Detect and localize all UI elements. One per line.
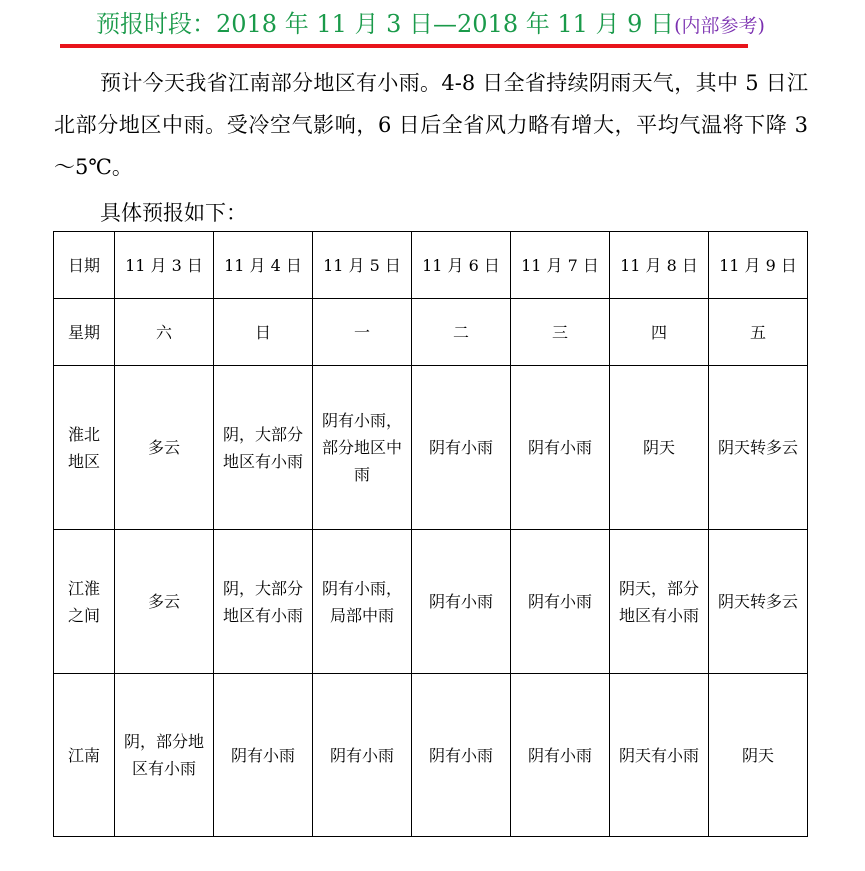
date-cell: 11 月 6 日	[412, 232, 511, 299]
weather-cell: 阴，大部分地区有小雨	[214, 366, 313, 530]
table-row-date	[54, 232, 808, 299]
weekday-cell: 一	[313, 299, 412, 366]
weather-cell: 阴有小雨	[313, 674, 412, 837]
weather-cell: 阴天	[709, 674, 808, 837]
weekday-cell: 四	[610, 299, 709, 366]
row-header-jiangnan: 江南	[54, 674, 115, 837]
weekday-cell: 三	[511, 299, 610, 366]
forecast-period-title	[96, 8, 765, 42]
forecast-table	[53, 231, 808, 837]
row-header-jianghuai: 江淮之间	[54, 530, 115, 674]
date-cell: 11 月 8 日	[610, 232, 709, 299]
weather-cell: 阴有小雨	[412, 530, 511, 674]
weather-cell: 阴有小雨	[214, 674, 313, 837]
table-intro-text: 具体预报如下：	[100, 201, 247, 225]
weekday-cell: 二	[412, 299, 511, 366]
table-row-weekday	[54, 299, 808, 366]
row-header-date: 日期	[54, 232, 115, 299]
row-header-huaibei: 淮北地区	[54, 366, 115, 530]
weather-cell: 阴，部分地区有小雨	[115, 674, 214, 837]
weather-cell: 阴有小雨	[511, 366, 610, 530]
table-row-jiangnan	[54, 674, 808, 837]
weather-cell: 阴天	[610, 366, 709, 530]
date-cell: 11 月 3 日	[115, 232, 214, 299]
weather-cell: 阴有小雨，部分地区中雨	[313, 366, 412, 530]
forecast-period-text: 预报时段：2018 年 11 月 3 日—2018 年 11 月 9 日	[96, 10, 675, 38]
weekday-cell: 五	[709, 299, 808, 366]
weather-cell: 阴天，部分地区有小雨	[610, 530, 709, 674]
weather-cell: 阴天转多云	[709, 530, 808, 674]
weather-cell: 阴有小雨	[412, 674, 511, 837]
weather-cell: 阴有小雨	[511, 674, 610, 837]
weather-cell: 多云	[115, 366, 214, 530]
date-cell: 11 月 9 日	[709, 232, 808, 299]
weather-cell: 多云	[115, 530, 214, 674]
weather-cell: 阴有小雨	[511, 530, 610, 674]
forecast-summary-paragraph: 预计今天我省江南部分地区有小雨。4-8 日全省持续阴雨天气，其中 5 日江北部分地区中雨。受冷空气影响，6 日后全省风力略有增大，平均气温将下降 3～5℃。	[54, 71, 808, 179]
date-cell: 11 月 5 日	[313, 232, 412, 299]
weekday-cell: 日	[214, 299, 313, 366]
table-row-jianghuai	[54, 530, 808, 674]
weather-cell: 阴天有小雨	[610, 674, 709, 837]
date-cell: 11 月 4 日	[214, 232, 313, 299]
weather-cell: 阴有小雨	[412, 366, 511, 530]
title-underline	[60, 44, 748, 48]
row-header-weekday: 星期	[54, 299, 115, 366]
weather-cell: 阴天转多云	[709, 366, 808, 530]
table-row-huaibei	[54, 366, 808, 530]
internal-reference-note: (内部参考)	[674, 15, 765, 37]
weather-cell: 阴有小雨，局部中雨	[313, 530, 412, 674]
weekday-cell: 六	[115, 299, 214, 366]
weather-cell: 阴，大部分地区有小雨	[214, 530, 313, 674]
date-cell: 11 月 7 日	[511, 232, 610, 299]
